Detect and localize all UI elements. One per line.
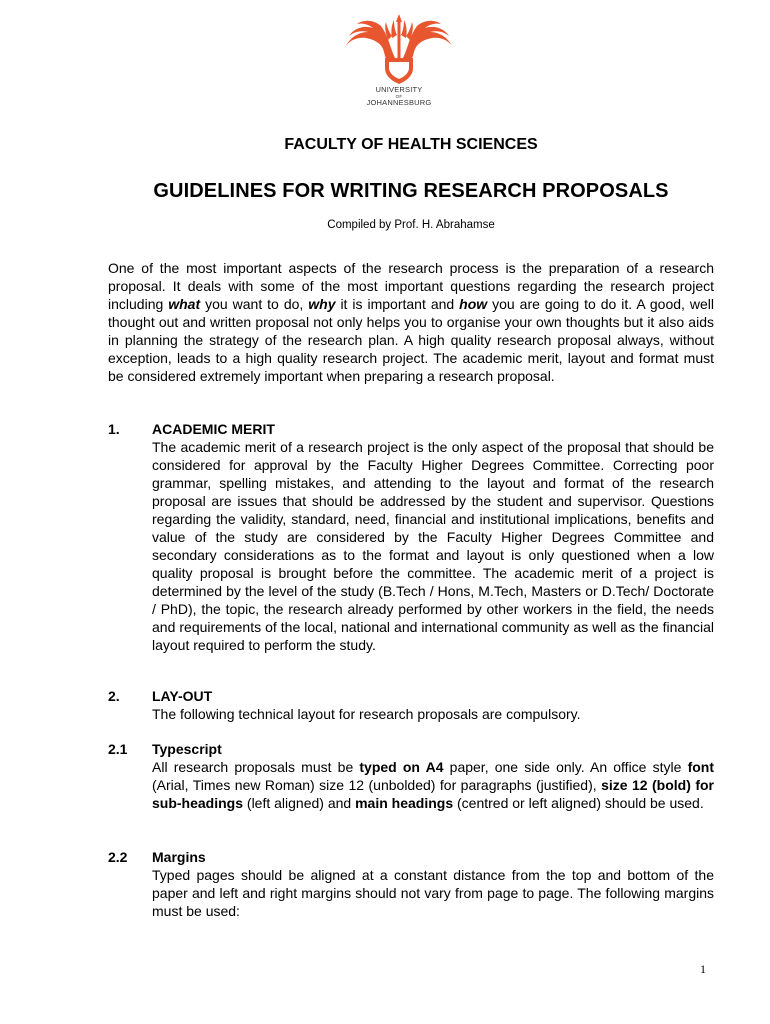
document-title: GUIDELINES FOR WRITING RESEARCH PROPOSALS xyxy=(153,180,669,202)
typescript-text-5: (centred or left aligned) should be used. xyxy=(453,795,704,811)
typescript-bold-1: typed on A4 xyxy=(359,759,444,775)
intro-text-2: you want to do, xyxy=(200,296,309,312)
section-2-heading: LAY-OUT xyxy=(152,688,213,704)
logo-line-johannesburg: JOHANNESBURG xyxy=(366,98,432,107)
section-2-1-body xyxy=(152,758,714,812)
section-1-heading: ACADEMIC MERIT xyxy=(152,421,275,437)
typescript-bold-3: size 12 (bold) for sub-headings xyxy=(152,777,714,811)
university-logo xyxy=(340,10,458,110)
faculty-heading: FACULTY OF HEALTH SCIENCES xyxy=(284,136,538,153)
typescript-text-4: (left aligned) and xyxy=(243,795,356,811)
section-2-2-heading: Margins xyxy=(152,849,206,865)
page-number: 1 xyxy=(700,962,706,976)
intro-emphasis-how: how xyxy=(459,296,488,312)
typescript-text-2: paper, one side only. An office style xyxy=(443,759,688,775)
typescript-text-3: (Arial, Times new Roman) size 12 (unbolded) for paragraphs (justified), xyxy=(152,777,602,793)
logo-line-university: UNIVERSITY xyxy=(375,85,423,94)
intro-emphasis-what: what xyxy=(168,296,201,312)
typescript-bold-2: font xyxy=(687,759,714,775)
section-2-1-number: 2.1 xyxy=(108,741,128,757)
section-2-2-body: Typed pages should be aligned at a constant distance from the top and bottom of the paper and left and right margins should not vary from page to page. The following margins must be used: xyxy=(152,867,714,919)
logo-wordmark xyxy=(340,86,458,107)
section-2-1-heading: Typescript xyxy=(152,741,222,757)
intro-paragraph xyxy=(108,259,714,385)
logo-line-of: OF xyxy=(395,94,403,99)
section-2-2-number: 2.2 xyxy=(108,849,128,865)
intro-emphasis-why: why xyxy=(308,296,336,312)
typescript-bold-4: main headings xyxy=(355,795,454,811)
section-1-number: 1. xyxy=(108,421,120,437)
intro-text-3: it is important and xyxy=(335,296,460,312)
author-line: Compiled by Prof. H. Abrahamse xyxy=(327,219,495,231)
section-1-body: The academic merit of a research project is the only aspect of the proposal that should be considered for approval by the Faculty Higher Degrees Committee. Correcting poor grammar, spelling mistakes, and attending to the layout and format of the research proposal are issues that should be addressed by the student and supervisor. Questions regarding the validity, standard, need, financial and institutional implications, benefits and value of the study are considered by the Faculty Higher Degrees Committee and secondary considerations as to the format and layout is only questioned when a low quality proposal is brought before the committee. The academic merit of a project is determined by the level of the study (B.Tech / Hons, M.Tech, Masters or D.Tech/ Doctorate / PhD), the topic, the research already performed by other workers in the field, the needs and requirements of the local, national and international community as well as the financial layout required to perform the study. xyxy=(152,439,714,653)
intro-text-4: you are going to do it. A good, well thought out and written proposal not only helps you to organise your own thoughts but it also aids in planning the strategy of the research plan. A high quality research proposal always, without exception, leads to a high quality research project. The academic merit, layout and format must be considered extremely important when preparing a research proposal. xyxy=(108,296,715,384)
section-2-body: The following technical layout for research proposals are compulsory. xyxy=(152,706,581,722)
twin-birds-emblem-icon xyxy=(340,10,458,86)
intro-text-1: One of the most important aspects of the research process is the preparation of a research proposal. It deals with some of the most important questions regarding the research project including xyxy=(108,260,714,312)
section-2-number: 2. xyxy=(108,688,120,704)
typescript-text-1: All research proposals must be xyxy=(152,759,360,775)
